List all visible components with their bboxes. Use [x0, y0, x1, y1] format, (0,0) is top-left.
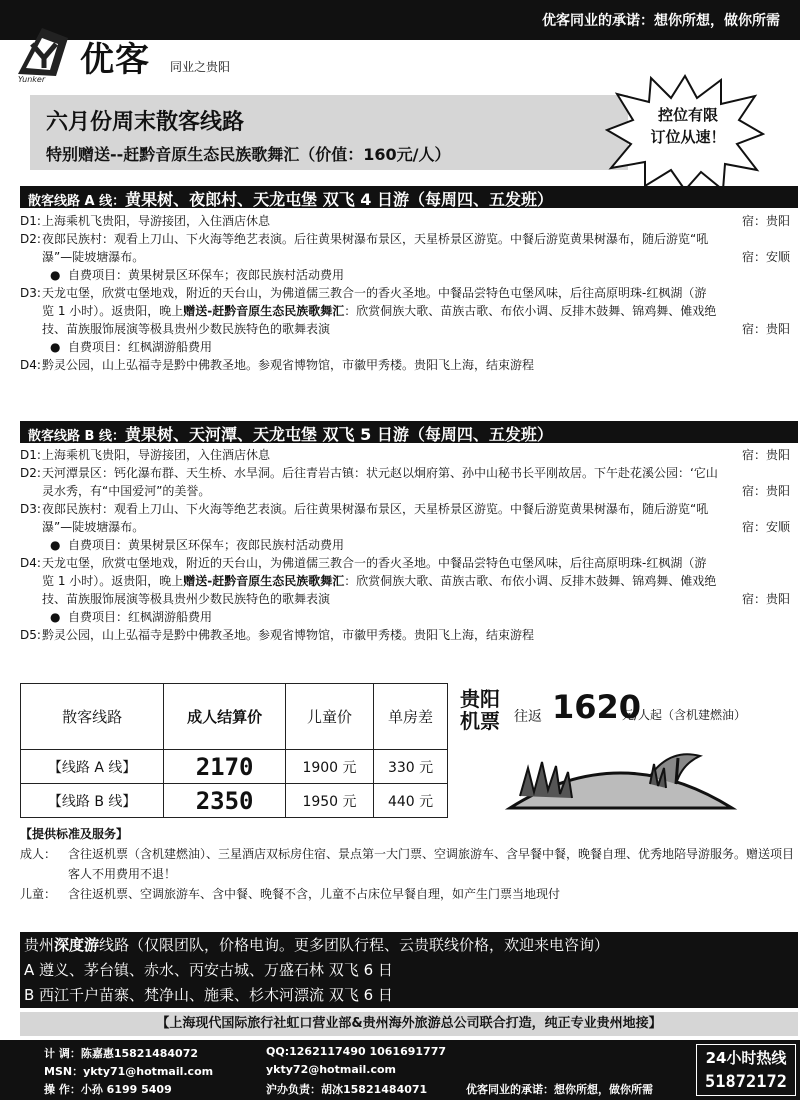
route-b-day-4: D4: 天龙屯堡，欣赏屯堡地戏，附近的天台山，为佛道儒三教合一的香火圣地。中餐品尝特色屯堡风味，后往高原明珠-红枫湖（游览 1 小时）。返贵阳，晚上赠送-赶黔音原生态民族歌舞汇：欣赏侗族大歌、苗族古歌、布依小调、反排木鼓舞、锦鸡舞、傩戏绝技、苗族服饰展演等极具贵州少数民族特色的歌舞表演 宿：贵阳 — [20, 556, 790, 606]
footer-msn-2: ykty72@hotmail.com — [266, 1063, 397, 1076]
hotline-box — [696, 1044, 796, 1096]
footer-slogan: 优客同业的承诺：想你所想，做你所需 — [466, 1083, 653, 1096]
route-a-day-2-self-pay: ● 自费项目：黄果树景区环保车；夜郎民族村活动费用 — [42, 266, 718, 284]
route-b-itinerary — [20, 446, 798, 644]
footer-planner: 计 调：陈嘉惠15821484072 — [44, 1047, 199, 1060]
starburst-badge — [605, 74, 765, 192]
airfare-offer — [458, 687, 798, 733]
route-b-day-5: D5: 黔灵公园，山上弘福寺是黔中佛教圣地。参观省博物馆，市徽甲秀楼。贵阳飞上海，结束游程 — [20, 628, 535, 642]
hotline-label: 24小时热线 — [705, 1049, 787, 1067]
deep-rest: 线路（仅限团队，价格电询。更多团队行程、云贵联线价格，欢迎来电咨询） — [99, 936, 610, 954]
footer-qq: QQ:1262117490 1061691777 — [266, 1045, 447, 1058]
route-a-day-2: D2: 夜郎民族村：观看上刀山、下火海等绝艺表演。后往黄果树瀑布景区，天星桥景区游览。中餐后游览黄果树瀑布，随后游览“吼瀑”—陡坡塘瀑布。 宿：安顺 — [20, 232, 790, 264]
airfare-unit: 元/人起（含机建燃油） — [622, 708, 747, 722]
route-a-title: 黄果树、夜郎村、天龙屯堡 双飞 4 日游（每周四、五发班） — [125, 190, 553, 209]
footer-msn: MSN：ykty71@hotmail.com — [44, 1065, 214, 1078]
burst-line-2: 订位从速！ — [650, 128, 726, 146]
price-table-header: 散客线路 成人结算价 儿童价 单房差 — [21, 684, 448, 750]
route-b-day-1: D1: 上海乘机飞贵阳，导游接团，入住酒店休息 宿：贵阳 — [20, 448, 790, 462]
deep-line-b: B 西江千户苗寨、梵净山、施秉、杉木河漂流 双飞 6 日 — [24, 986, 393, 1004]
airfare-label: 贵阳机票 — [460, 687, 500, 733]
deep-highlight: 深度游 — [54, 936, 100, 954]
footer-shanghai-office: 沪办负责：胡冰15821484071 — [266, 1083, 428, 1096]
company-banner: 【上海现代国际旅行社虹口营业部&贵州海外旅游总公司联合打造，纯正专业贵州地接】 — [20, 1012, 798, 1036]
route-b-header — [20, 421, 798, 443]
services-heading: 【提供标准及服务】 — [20, 827, 129, 841]
brand-name: 优客 — [80, 40, 150, 80]
deep-tour-section — [20, 932, 798, 1008]
route-b-title: 黄果树、天河潭、天龙屯堡 双飞 5 日游（每周四、五发班） — [124, 425, 553, 444]
promo-gift: 特别赠送--赶黔音原生态民族歌舞汇（价值：160元/人） — [46, 145, 451, 164]
logo-sub-text: Yunker — [18, 75, 46, 84]
table-row: 【线路 A 线】 2170 1900 元 330 元 — [21, 750, 448, 784]
route-b-prefix: 散客线路 B 线： — [28, 429, 125, 444]
route-a-itinerary — [20, 212, 798, 374]
airfare-round-trip: 往返 — [514, 709, 542, 725]
route-a-day-3-self-pay: ● 自费项目：红枫湖游船费用 — [42, 338, 718, 356]
brand-tagline: 同业之贵阳 — [170, 60, 231, 74]
brand-logo — [10, 20, 270, 88]
promo-banner — [30, 95, 628, 170]
services-adult: 成人： 含往返机票（含机建燃油）、三星酒店双标房住宿、景点第一大门票、空调旅游车、含早餐中餐，晚餐自理、优秀地陪导游服务。赠送项目客人不用费用不退！ — [20, 847, 795, 881]
route-a-day-3: D3: 天龙屯堡，欣赏屯堡地戏，附近的天台山，为佛道儒三教合一的香火圣地。中餐品尝特色屯堡风味，后往高原明珠-红枫湖（游览 1 小时）。返贵阳，晚上赠送-赶黔音原生态民族歌舞汇：欣赏侗族大歌、苗族古歌、布依小调、反排木鼓舞、锦鸡舞、傩戏绝技、苗族服饰展演等极具贵州少数民族特色的歌舞表演 宿：贵阳 — [20, 286, 790, 336]
footer-operator: 操 作：小孙 6199 5409 — [44, 1083, 172, 1096]
route-a-header — [20, 186, 798, 208]
price-table — [20, 683, 448, 818]
services-section — [20, 824, 798, 904]
services-child: 儿童： 含往返机票、空调旅游车、含中餐、晚餐不含，儿童不占床位早餐自理，如产生门票当地现付 — [20, 887, 561, 901]
deep-line-a: A 遵义、茅台镇、赤水、丙安古城、万盛石林 双飞 6 日 — [24, 961, 393, 979]
route-b-day-2: D2: 天河潭景区：钙化瀑布群、天生桥、水旱洞。后往青岩古镇：状元赵以炯府第、孙中山秘书长平刚故居。下午赴花溪公园：‘它山灵水秀，有“中国爱河”的美誉。 宿：贵阳 — [20, 466, 790, 498]
deep-lead: 贵州 — [24, 936, 55, 954]
yunker-logo-icon — [12, 24, 76, 84]
airfare-price: 1620 — [552, 688, 642, 726]
route-a-prefix: 散客线路 A 线： — [28, 194, 126, 209]
route-a-day-4: D4: 黔灵公园，山上弘福寺是黔中佛教圣地。参观省博物馆，市徽甲秀楼。贵阳飞上海，结束游程 — [20, 358, 535, 372]
route-b-day-4-self-pay: ● 自费项目：红枫湖游船费用 — [42, 608, 718, 626]
burst-line-1: 控位有限 — [657, 106, 718, 124]
promo-title: 六月份周末散客线路 — [46, 110, 245, 135]
footer — [0, 1040, 800, 1100]
hotline-number: 51872172 — [705, 1072, 787, 1092]
route-b-day-3: D3: 夜郎民族村：观看上刀山、下火海等绝艺表演。后往黄果树瀑布景区，天星桥景区游览。中餐后游览黄果树瀑布，随后游览“吼瀑”—陡坡塘瀑布。 宿：安顺 — [20, 502, 790, 534]
route-a-day-1: D1: 上海乘机飞贵阳，导游接团，入住酒店休息 宿：贵阳 — [20, 214, 790, 228]
table-row: 【线路 B 线】 2350 1950 元 440 元 — [21, 784, 448, 818]
landscape-illustration-icon — [500, 728, 740, 818]
header-slogan: 优客同业的承诺：想你所想，做你所需 — [542, 13, 780, 29]
route-b-day-3-self-pay: ● 自费项目：黄果树景区环保车；夜郎民族村活动费用 — [42, 536, 718, 554]
